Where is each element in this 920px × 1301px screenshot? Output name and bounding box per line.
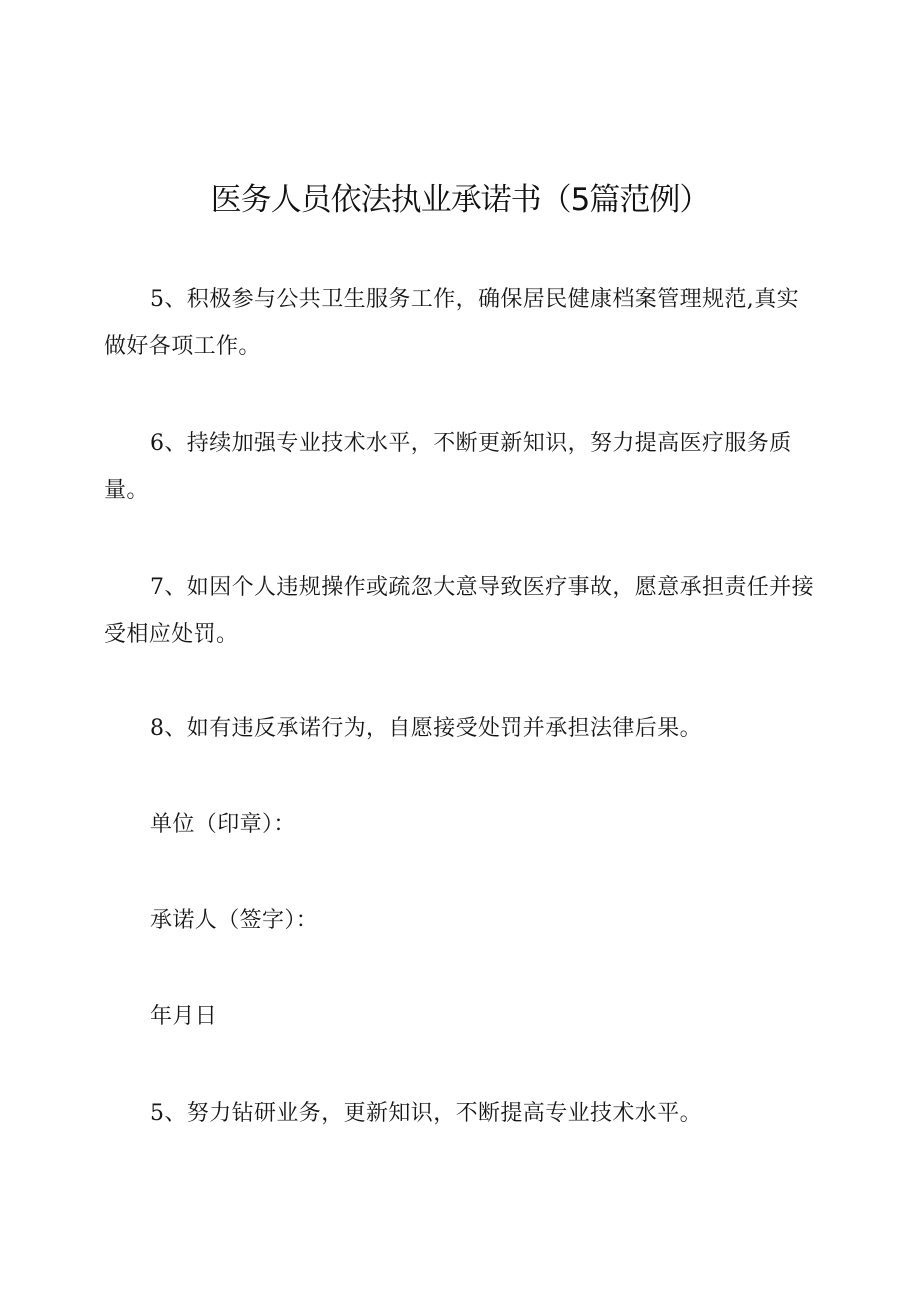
signer-signature-line: 承诺人（签字）：: [150, 908, 319, 933]
paragraph-item-8-violation: 8、如有违反承诺行为，自愿接受处罚并承担法律后果。: [150, 716, 702, 741]
paragraph-item-6-professional-skill: 6、持续加强专业技术水平，不断更新知识，努力提高医疗服务质量。: [104, 431, 792, 503]
paragraph-item-5-study: 5、努力钻研业务，更新知识，不断提高专业技术水平。: [150, 1101, 702, 1126]
date-line: 年月日: [150, 1004, 218, 1029]
paragraph-item-5-public-health: 5、积极参与公共卫生服务工作，确保居民健康档案管理规范,真实做好各项工作。: [104, 287, 799, 359]
unit-seal-line: 单位（印章）：: [150, 812, 296, 837]
document-title: 医务人员依法执业承诺书（5篇范例）: [210, 182, 710, 218]
paragraph-item-7-liability: 7、如因个人违规操作或疏忽大意导致医疗事故，愿意承担责任并接受相应处罚。: [104, 575, 814, 647]
